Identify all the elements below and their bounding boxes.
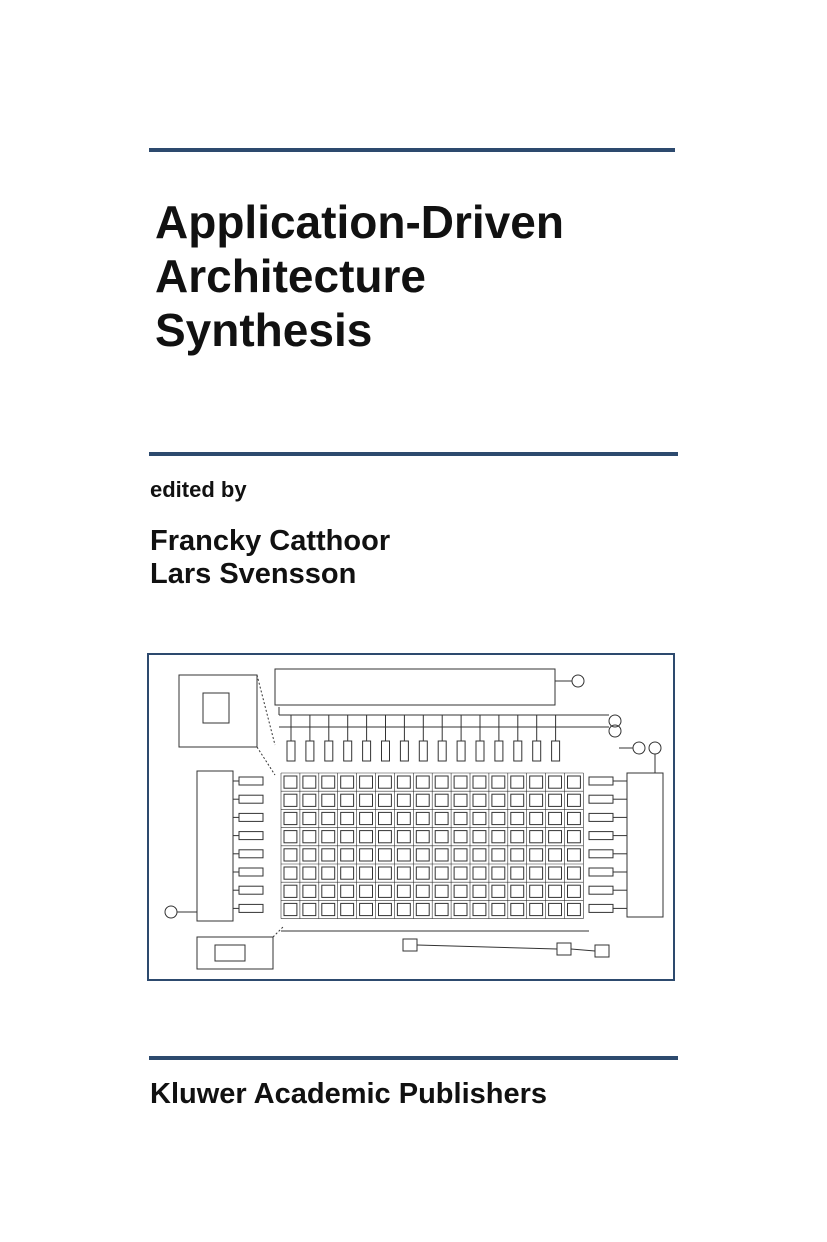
io-port-icon <box>633 742 645 754</box>
adder-block <box>403 939 417 951</box>
processing-element <box>360 867 373 879</box>
output-register <box>589 886 613 894</box>
processing-element <box>284 849 297 861</box>
processing-element <box>530 794 543 806</box>
processing-element <box>416 885 429 897</box>
processing-element <box>379 794 392 806</box>
processing-element <box>568 849 581 861</box>
processing-element <box>492 867 505 879</box>
processing-element <box>284 867 297 879</box>
processing-element <box>568 831 581 843</box>
zoom-guide <box>257 675 275 745</box>
input-register <box>239 777 263 785</box>
editor-name-1: Francky Catthoor <box>150 525 391 557</box>
processing-element <box>454 867 467 879</box>
processing-element <box>397 849 410 861</box>
title-line-1: Application-Driven <box>155 196 564 248</box>
input-register <box>239 832 263 840</box>
processing-element <box>454 831 467 843</box>
processing-element <box>379 776 392 788</box>
processing-element <box>322 849 335 861</box>
processing-element <box>322 903 335 915</box>
processing-element <box>303 776 316 788</box>
processing-element <box>492 831 505 843</box>
processing-element <box>416 776 429 788</box>
processing-element <box>568 885 581 897</box>
processing-element <box>473 903 486 915</box>
output-register <box>589 904 613 912</box>
zoom-guide <box>257 747 275 775</box>
adder-block <box>557 943 571 955</box>
processing-element <box>341 903 354 915</box>
processing-element <box>303 831 316 843</box>
processing-element <box>435 867 448 879</box>
detail-component <box>215 945 245 961</box>
processing-element <box>360 849 373 861</box>
processing-element <box>473 794 486 806</box>
processing-element <box>341 849 354 861</box>
processing-element <box>511 867 524 879</box>
processing-element <box>379 831 392 843</box>
processing-element <box>454 794 467 806</box>
processing-element <box>473 885 486 897</box>
processing-element <box>397 885 410 897</box>
processing-element <box>341 885 354 897</box>
processing-element <box>549 812 562 824</box>
top-rule <box>149 148 675 152</box>
processing-element <box>360 885 373 897</box>
processing-element <box>454 812 467 824</box>
processing-element <box>416 831 429 843</box>
processing-element <box>549 885 562 897</box>
input-register <box>533 741 541 761</box>
processing-element <box>397 831 410 843</box>
processing-element <box>397 812 410 824</box>
input-register <box>306 741 314 761</box>
processing-element <box>435 776 448 788</box>
processing-element <box>530 849 543 861</box>
input-register <box>239 795 263 803</box>
publisher-name: Kluwer Academic Publishers <box>150 1078 548 1110</box>
processing-element <box>379 903 392 915</box>
processing-element <box>530 776 543 788</box>
io-port-icon <box>572 675 584 687</box>
input-register <box>419 741 427 761</box>
processing-element <box>530 812 543 824</box>
processing-element <box>492 849 505 861</box>
processing-element <box>435 794 448 806</box>
processing-element <box>473 849 486 861</box>
book-title <box>155 195 715 357</box>
processing-element <box>397 903 410 915</box>
bottom-rule <box>149 1056 678 1060</box>
processing-element <box>379 867 392 879</box>
processing-element <box>303 812 316 824</box>
processing-element <box>397 794 410 806</box>
output-register <box>589 795 613 803</box>
processing-element <box>511 849 524 861</box>
output-register <box>589 832 613 840</box>
processing-element <box>322 831 335 843</box>
processing-element <box>511 831 524 843</box>
processing-element <box>303 867 316 879</box>
processing-element <box>549 867 562 879</box>
processing-element <box>549 849 562 861</box>
processing-element <box>492 903 505 915</box>
adder-block <box>595 945 609 957</box>
processing-element <box>416 903 429 915</box>
input-register <box>400 741 408 761</box>
processing-element <box>379 812 392 824</box>
processing-element <box>549 831 562 843</box>
processing-element <box>530 885 543 897</box>
processing-element <box>568 903 581 915</box>
processing-element <box>284 794 297 806</box>
processing-element <box>492 885 505 897</box>
processing-element <box>322 776 335 788</box>
io-port-icon <box>649 742 661 754</box>
processing-element <box>435 849 448 861</box>
processing-element <box>303 849 316 861</box>
processing-element <box>360 812 373 824</box>
processor-array-diagram <box>149 655 673 979</box>
processing-element <box>416 812 429 824</box>
title-line-3: Synthesis <box>155 304 373 356</box>
processing-element <box>511 776 524 788</box>
processing-element <box>530 867 543 879</box>
input-register <box>363 741 371 761</box>
processing-element <box>341 812 354 824</box>
processing-element <box>341 776 354 788</box>
processing-element <box>454 849 467 861</box>
processing-element <box>435 831 448 843</box>
processing-element <box>530 831 543 843</box>
processing-element <box>568 776 581 788</box>
processing-element <box>322 885 335 897</box>
processing-element <box>473 831 486 843</box>
processing-element <box>549 903 562 915</box>
processing-element <box>435 903 448 915</box>
input-register <box>344 741 352 761</box>
input-register <box>239 904 263 912</box>
output-bus <box>417 945 557 949</box>
processing-element <box>454 776 467 788</box>
processing-element <box>416 794 429 806</box>
input-register <box>239 813 263 821</box>
processing-element <box>303 794 316 806</box>
processing-element <box>511 903 524 915</box>
processing-element <box>322 794 335 806</box>
edited-by-label: edited by <box>150 477 247 502</box>
input-register <box>239 886 263 894</box>
processing-element <box>435 812 448 824</box>
detail-inset-bottom <box>197 937 273 969</box>
zoom-guide <box>273 927 283 937</box>
processing-element <box>492 794 505 806</box>
processing-element <box>284 776 297 788</box>
processing-element <box>322 867 335 879</box>
processing-element <box>303 885 316 897</box>
input-register <box>495 741 503 761</box>
processing-element <box>360 903 373 915</box>
architecture-diagram-figure <box>147 653 675 981</box>
editors-list <box>150 525 390 591</box>
processing-element <box>568 794 581 806</box>
processing-element <box>568 867 581 879</box>
processing-element <box>379 849 392 861</box>
processing-element <box>568 812 581 824</box>
processing-element <box>303 903 316 915</box>
output-register <box>589 777 613 785</box>
middle-rule <box>149 452 678 456</box>
top-memory-block <box>275 669 555 705</box>
processing-element <box>454 903 467 915</box>
output-register <box>589 813 613 821</box>
input-register <box>287 741 295 761</box>
processing-element <box>492 812 505 824</box>
output-register <box>589 868 613 876</box>
right-memory-block <box>627 773 663 917</box>
processing-element <box>511 812 524 824</box>
processing-element <box>473 776 486 788</box>
processing-element <box>379 885 392 897</box>
processing-element <box>435 885 448 897</box>
processing-element <box>416 849 429 861</box>
io-port-icon <box>165 906 177 918</box>
processing-element <box>549 776 562 788</box>
processing-element <box>341 831 354 843</box>
input-register <box>552 741 560 761</box>
processing-element <box>530 903 543 915</box>
processing-element <box>360 776 373 788</box>
detail-component <box>203 693 229 723</box>
input-register <box>239 868 263 876</box>
input-register <box>382 741 390 761</box>
processing-element <box>322 812 335 824</box>
processing-element <box>284 831 297 843</box>
processing-element <box>454 885 467 897</box>
processing-element <box>473 812 486 824</box>
processing-element <box>284 885 297 897</box>
title-line-2: Architecture <box>155 250 426 302</box>
input-register <box>514 741 522 761</box>
processing-element <box>341 867 354 879</box>
output-register <box>589 850 613 858</box>
processing-element <box>397 776 410 788</box>
processing-element <box>511 885 524 897</box>
processing-element <box>416 867 429 879</box>
processing-element <box>397 867 410 879</box>
output-bus <box>571 949 595 951</box>
detail-inset-top <box>179 675 257 747</box>
processing-element <box>492 776 505 788</box>
processing-element <box>341 794 354 806</box>
processing-element <box>473 867 486 879</box>
input-register <box>239 850 263 858</box>
processing-element <box>360 831 373 843</box>
left-memory-block <box>197 771 233 921</box>
processing-element <box>511 794 524 806</box>
editor-name-2: Lars Svensson <box>150 558 357 590</box>
processing-element <box>549 794 562 806</box>
input-register <box>476 741 484 761</box>
input-register <box>438 741 446 761</box>
processing-element <box>284 903 297 915</box>
processing-element <box>284 812 297 824</box>
input-register <box>325 741 333 761</box>
input-register <box>457 741 465 761</box>
processing-element <box>360 794 373 806</box>
